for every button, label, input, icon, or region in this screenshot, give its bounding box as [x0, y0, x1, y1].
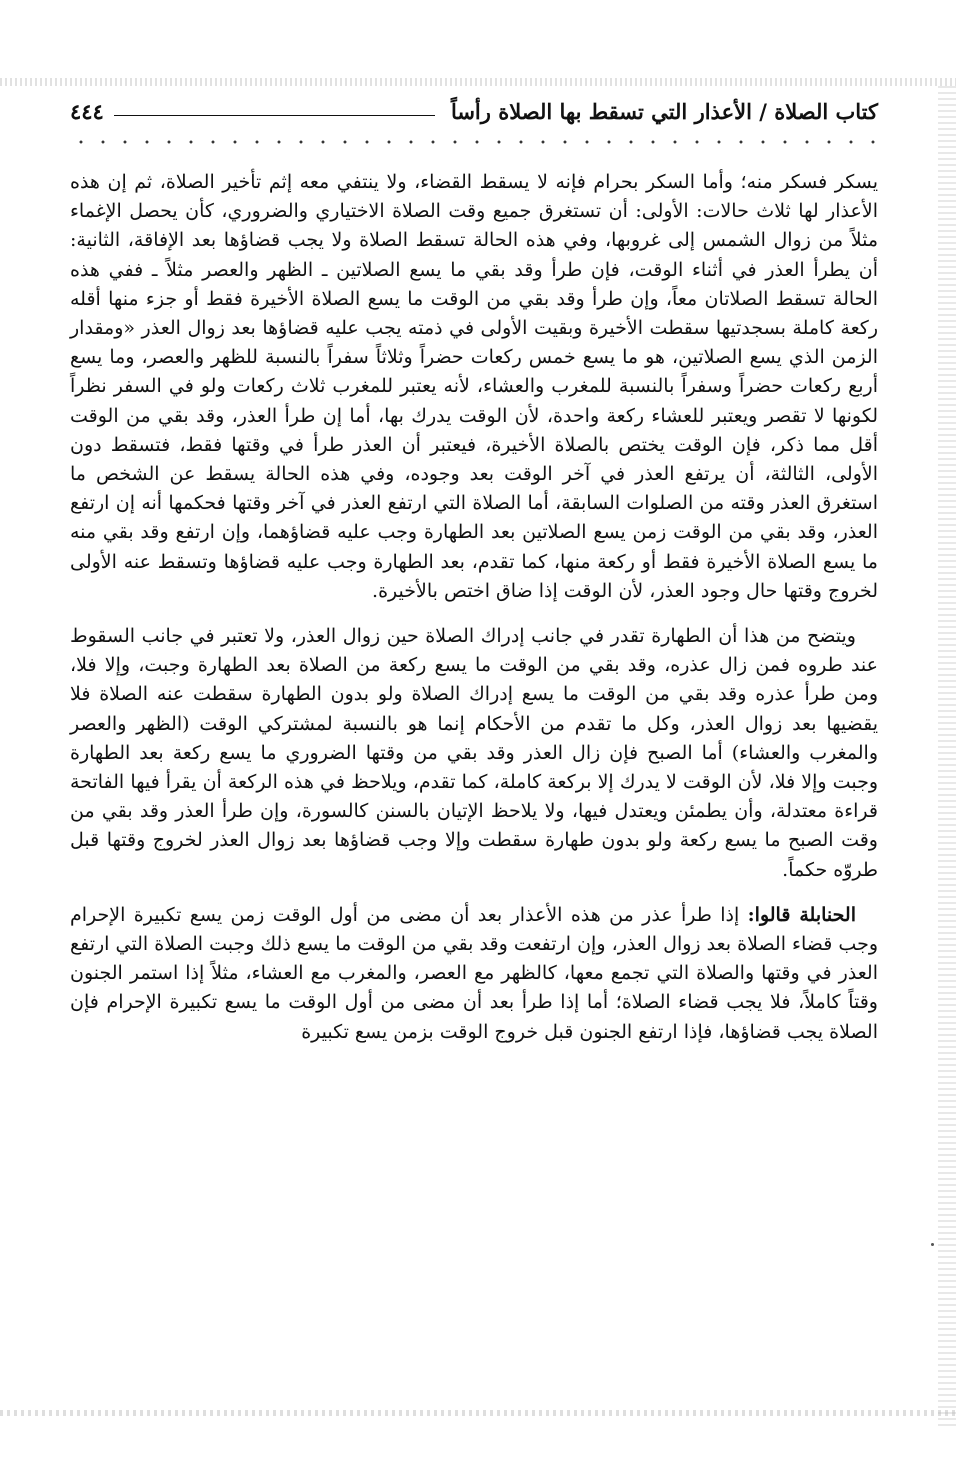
- stray-mark: [931, 1243, 934, 1246]
- paragraph-3: [70, 901, 878, 1047]
- page-number: ٤٤٤: [70, 98, 104, 124]
- scan-edge-right: [938, 86, 956, 1426]
- header-rule: [114, 115, 435, 116]
- paragraph-1: [70, 168, 878, 606]
- running-header: [70, 92, 878, 130]
- paragraph-2: [70, 622, 878, 885]
- hanbali-lead: الحنابلة قالوا:: [747, 903, 856, 926]
- paragraph-2-text: ويتضح من هذا أن الطهارة تقدر في جانب إدراك الصلاة حين زوال العذر، ولا تعتبر في جانب السقوط عند طروه فمن زال عذره، وقد بقي من الوقت ما يسع ركعة من الصلاة بعد الطهارة وجبت، وإلا فلا، ومن طرأ عذره وقد بقي من الوقت ما يسع إدراك الصلاة ولو بدون الطهارة سقطت عنه الصلاة فلا يقضيها بعد زوال العذر، وكل ما تقدم من الأحكام إنما هو بالنسبة لمشتركي الوقت (الظهر والعصر والمغرب والعشاء) أما الصبح فإن زال العذر وقد بقي من وقتها الضروري ما يسع ركعة بعد الطهارة وجبت وإلا فلا، لأن الوقت لا يدرك إلا بركعة كاملة، كما تقدم، ويلاحظ في هذه الركعة أن يقرأ فيها الفاتحة قراءة معتدلة، وأن يطمئن ويعتدل فيها، ولا يلاحظ الإتيان بالسنن كالسورة، وإن طرأ العذر وقد بقي من وقت الصبح ما يسع ركعة ولو بدون طهارة سقطت وإلا وجب قضاؤها بعد زوال العذر لخروج وقتها قبل طروّه حكماً.: [70, 625, 878, 881]
- scan-edge-bottom: [0, 1410, 956, 1416]
- paragraph-1-text: يسكر فسكر منه؛ وأما السكر بحرام فإنه لا يسقط القضاء، ولا ينتفي معه إثم تأخير الصلاة، ثم إن هذه الأعذار لها ثلاث حالات: الأولى: أن تستغرق جميع وقت الصلاة الاختياري والضروري، كأن يحصل الإغماء مثلاً من زوال الشمس إلى غروبها، وفي هذه الحالة تسقط الصلاة ولا يجب قضاؤها بعد الإفاقة، الثانية: أن يطرأ العذر في أثناء الوقت، فإن طرأ وقد بقي ما يسع الصلاتين ـ الظهر والعصر مثلاً ـ ففي هذه الحالة تسقط الصلاتان معاً، وإن طرأ وقد بقي من الوقت ما يسع الصلاة الأخيرة فقط أو جزء منها أقله ركعة كاملة بسجدتيها سقطت الأخيرة وبقيت الأولى في ذمته يجب عليه قضاؤها بعد زوال العذر «ومقدار الزمن الذي يسع الصلاتين، هو ما يسع خمس ركعات حضراً وثلاثاً سفراً بالنسبة للظهر والعصر، وما يسع أربع ركعات حضراً وسفراً بالنسبة للمغرب والعشاء، لأنه يعتبر للمغرب ثلاث ركعات ولو في السفر نظراً لكونها لا تقصر ويعتبر للعشاء ركعة واحدة، لأن الوقت يدرك بها، أما إن طرأ العذر، وقد بقي من الوقت أقل مما ذكر، فإن الوقت يختص بالصلاة الأخيرة، فيعتبر أن العذر طرأ في وقتها فقط، فتسقط دون الأولى، الثالثة، أن يرتفع العذر في آخر الوقت بعد وجوده، وفي هذه الحالة يسقط عن الشخص ما استغرق العذر وقته من الصلوات السابقة، أما الصلاة التي ارتفع العذر في آخر وقتها فحكمها أنه إن ارتفع العذر، وقد بقي من الوقت زمن يسع الصلاتين بعد الطهارة وجب عليه قضاؤهما، وإن ارتفع وقد بقي منه ما يسع الصلاة الأخيرة فقط أو ركعة منها، كما تقدم، بعد الطهارة وجب عليه قضاؤها وتسقط عنه الأولى لخروج وقتها حال وجود العذر، لأن الوقت إذا ضاق اختص بالأخيرة.: [70, 171, 878, 602]
- paragraph-3-text: إذا طرأ عذر من هذه الأعذار بعد أن مضى من أول الوقت زمن يسع تكبيرة الإحرام وجب قضاء الصلاة بعد زوال العذر، وإن ارتفعت وقد بقي من الوقت ما يسع ذلك وجبت الصلاة التي ارتفع العذر في وقتها والصلاة التي تجمع معها، كالظهر مع العصر، والمغرب مع العشاء، مثلاً إذا استمر الجنون وقتاً كاملاً، فلا يجب قضاء الصلاة؛ أما إذا طرأ بعد أن مضى من أول الوقت ما يسع تكبيرة الإحرام فإن الصلاة يجب قضاؤها، فإذا ارتفع الجنون قبل خروج الوقت بزمن يسع تكبيرة: [70, 903, 878, 1043]
- body-text: [70, 168, 878, 1047]
- header-title: كتاب الصلاة / الأعذار التي تسقط بها الصلاة رأساً: [450, 98, 878, 124]
- book-page: [70, 92, 878, 1063]
- dotted-separator: [70, 134, 878, 150]
- scan-edge-top: [0, 78, 956, 86]
